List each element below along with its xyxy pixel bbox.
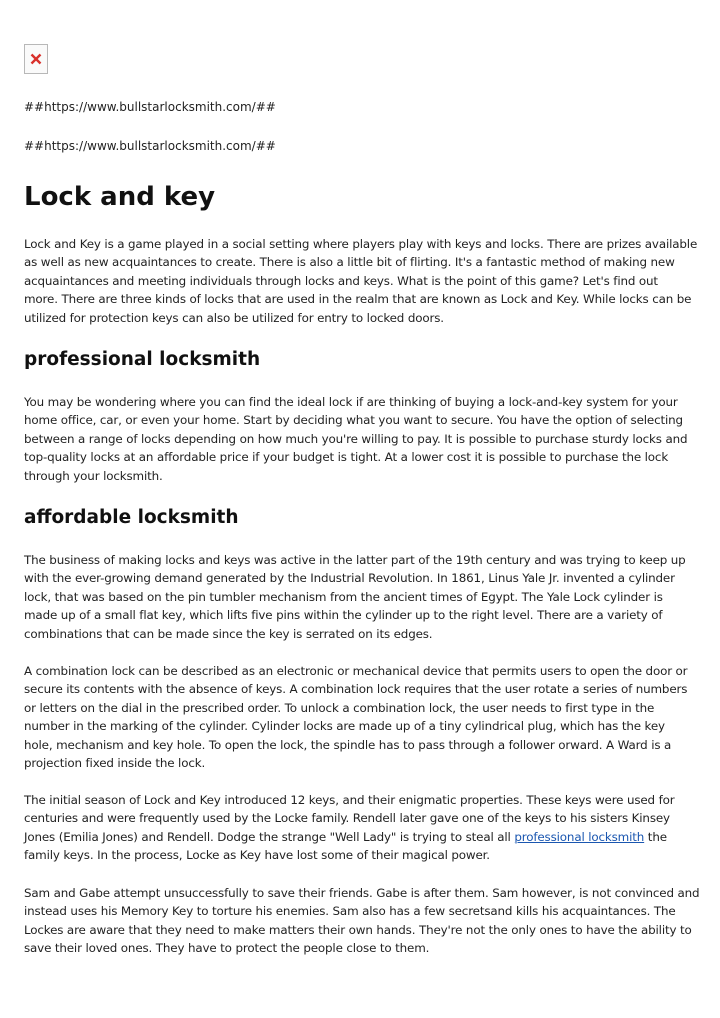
paragraph-line: Sam and Gabe attempt unsuccessfully to save their friends. Gabe is after them. Sam however, is not convinced and	[24, 886, 700, 900]
paragraph-line: projection fixed inside the lock.	[24, 756, 206, 771]
heading-affordable-locksmith: affordable locksmith	[24, 507, 239, 528]
paragraph-text: Jones (Emilia Jones) and Rendell. Dodge the strange "Well Lady" is trying to steal all	[24, 829, 515, 844]
paragraph-line: centuries and were frequently used by the Locke family. Rendell later gave one of the keys to his sisters Kinsey	[24, 811, 670, 826]
paragraph-line: You may be wondering where you can find the ideal lock if are thinking of buying a lock-and-key system for your	[24, 395, 678, 409]
paragraph-line: made up of a small flat key, which lifts five pins within the cylinder up to the right level. There are a variety of	[24, 608, 663, 623]
paragraph-line: A combination lock can be described as an electronic or mechanical device that permits users to open the door or	[24, 664, 688, 678]
paragraph-line: Lockes are aware that they need to make matters their own hands. They're not the only ones to have the ability to	[24, 922, 692, 937]
close-icon	[30, 53, 42, 65]
paragraph-line: or letters on the dial in the prescribed order. To unlock a combination lock, the user needs to first type in the	[24, 700, 655, 715]
paragraph-line: utilized for protection keys can also be utilized for entry to locked doors.	[24, 310, 444, 325]
heading-professional-locksmith: professional locksmith	[24, 349, 261, 370]
paragraph-line: home office, car, or even your home. Start by deciding what you want to secure. You have the option of selecting	[24, 413, 683, 428]
paragraph-line: lock, that was based on the pin tumbler mechanism from the ancient times of Egypt. The Yale Lock cylinder is	[24, 589, 663, 604]
season-paragraph	[24, 791, 696, 865]
paragraph-line: with the ever-growing demand generated by the Industrial Revolution. In 1861, Linus Yale Jr. invented a cylinder	[24, 571, 675, 586]
professional-paragraph	[24, 393, 696, 485]
page-title: Lock and key	[24, 182, 216, 212]
paragraph-line: combinations that can be made since the key is serrated on its edges.	[24, 626, 433, 641]
professional-locksmith-link[interactable]: professional locksmith	[514, 829, 645, 844]
paragraph-line: as well as new acquaintances to create. There is also a little bit of flirting. It's a fantastic method of making new	[24, 255, 675, 270]
paragraph-line: family keys. In the process, Locke as Key have lost some of their magical power.	[24, 848, 490, 863]
paragraph-line: save their loved ones. They have to protect the people close to them.	[24, 941, 430, 956]
sam-paragraph	[24, 884, 700, 958]
paragraph-line: hole, mechanism and key hole. To open the lock, the spindle has to pass through a follower orward. A Ward is a	[24, 737, 672, 752]
paragraph-line: top-quality locks at an affordable price if your budget is tight. At a lower cost it is possible to purchase the lock	[24, 450, 669, 465]
paragraph-line: secure its contents with the absence of keys. A combination lock requires that the user rotate a series of numbers	[24, 682, 688, 697]
url-line-1: ##https://www.bullstarlocksmith.com/##	[24, 100, 276, 114]
paragraph-line: number in the marking of the cylinder. Cylinder locks are made up of a tiny cylindrical plug, which has the key	[24, 719, 665, 734]
intro-paragraph	[24, 235, 696, 327]
paragraph-line: instead uses his Memory Key to torture his enemies. Sam also has a few secretsand kills his acquaintances. The	[24, 904, 676, 919]
affordable-paragraph	[24, 551, 696, 643]
combination-paragraph	[24, 662, 696, 772]
paragraph-text: the	[644, 829, 667, 844]
paragraph-line: Lock and Key is a game played in a social setting where players play with keys and locks. There are prizes available	[24, 237, 698, 251]
paragraph-line: through your locksmith.	[24, 468, 163, 483]
paragraph-line: between a range of locks depending on how much you're willing to pay. It is possible to purchase sturdy locks and	[24, 431, 688, 446]
url-line-2: ##https://www.bullstarlocksmith.com/##	[24, 139, 276, 153]
paragraph-line: more. There are three kinds of locks that are used in the realm that are known as Lock and Key. While locks can be	[24, 292, 692, 307]
paragraph-line: The initial season of Lock and Key introduced 12 keys, and their enigmatic properties. These keys were used for	[24, 793, 675, 807]
paragraph-line	[24, 828, 696, 846]
paragraph-line: acquaintances and meeting individuals through locks and keys. What is the point of this game? Let's find out	[24, 273, 658, 288]
broken-image-icon	[24, 44, 48, 74]
paragraph-line: The business of making locks and keys was active in the latter part of the 19th century and was trying to keep up	[24, 553, 686, 567]
